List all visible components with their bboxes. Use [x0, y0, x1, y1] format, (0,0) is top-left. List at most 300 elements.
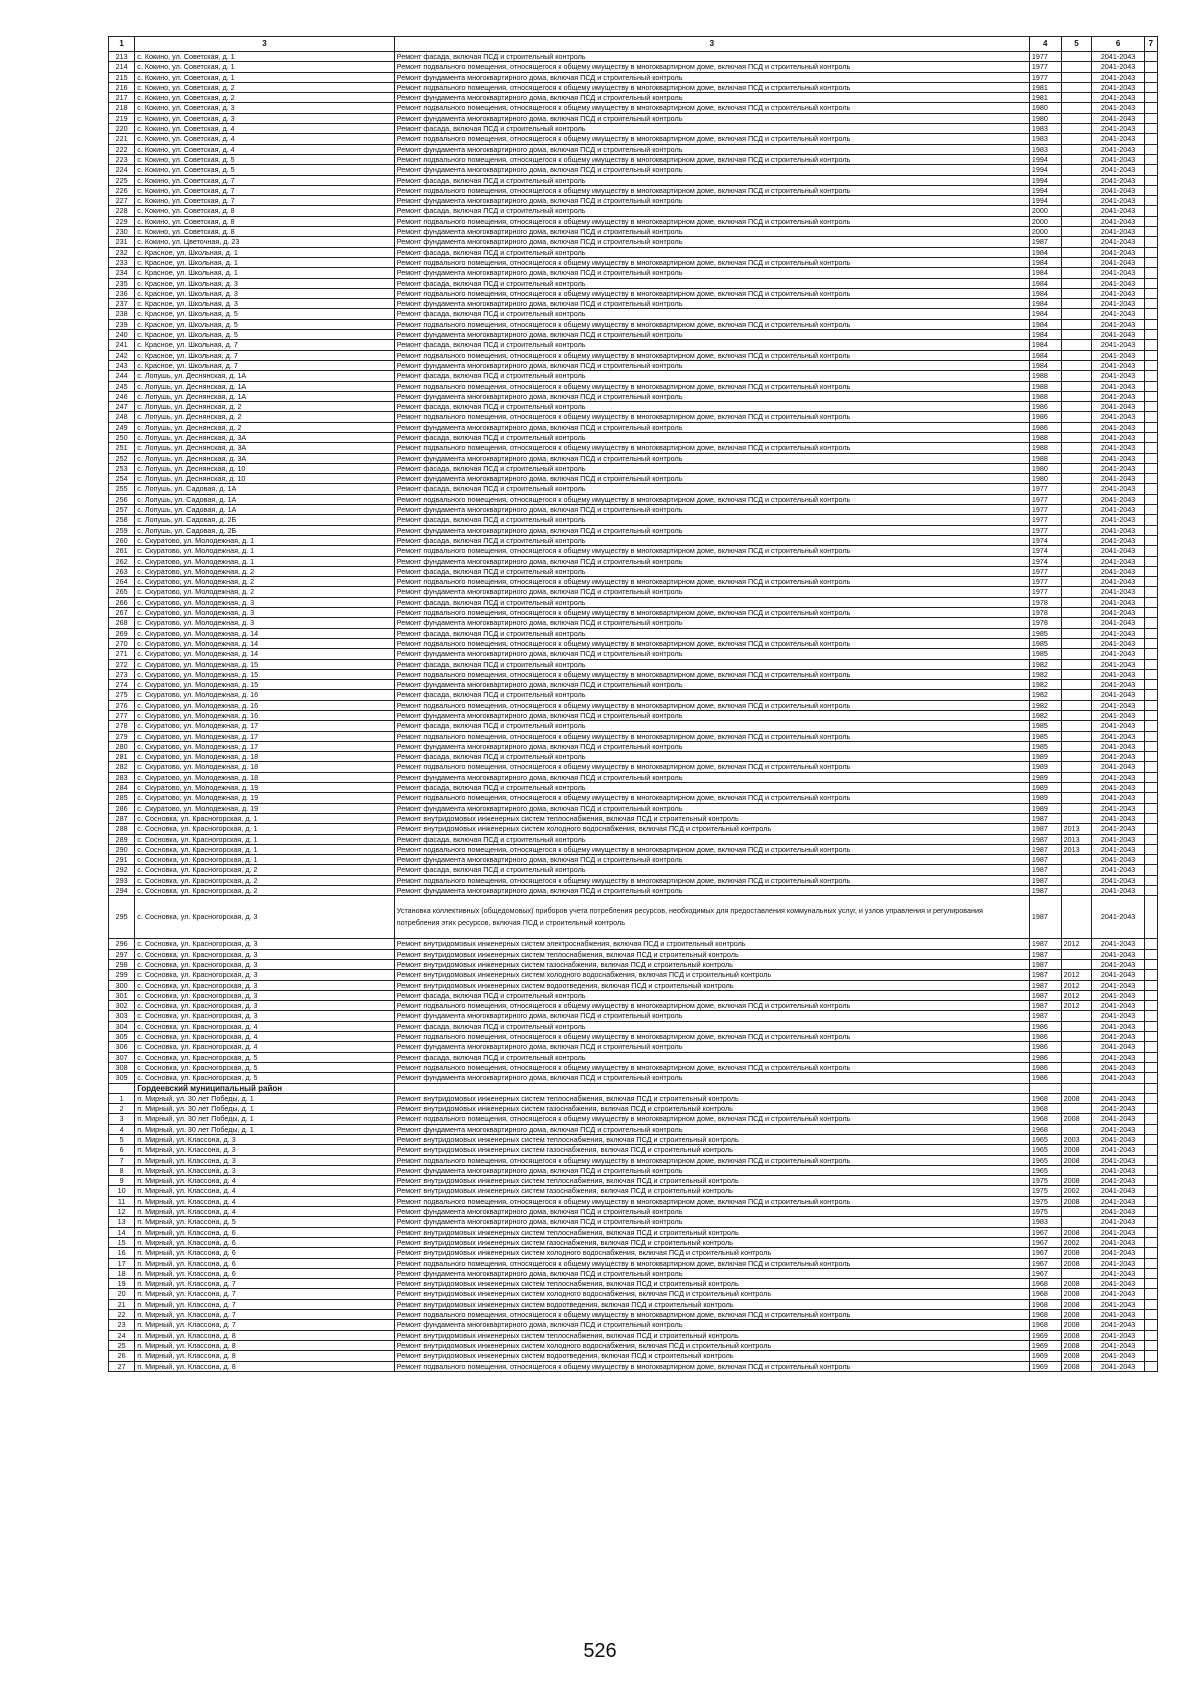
last-repair-year — [1061, 257, 1092, 267]
row-number: 253 — [109, 463, 135, 473]
empty-cell — [1144, 134, 1157, 144]
empty-cell — [1144, 628, 1157, 638]
work-type: Ремонт подвального помещения, относящегося к общему имуществу в многоквартирном доме, включая ПСД и строительный контроль — [394, 700, 1029, 710]
empty-cell — [1144, 1289, 1157, 1299]
address: с. Сосновка, ул. Красногорская, д. 3 — [135, 939, 395, 949]
planned-period: 2041-2043 — [1092, 793, 1145, 803]
year-built: 1987 — [1029, 939, 1061, 949]
empty-cell — [1144, 618, 1157, 628]
address: п. Мирный, ул. Классона, д. 8 — [135, 1361, 395, 1371]
empty-cell — [1144, 1042, 1157, 1052]
table-row — [109, 886, 1158, 896]
work-type: Ремонт фундамента многоквартирного дома, включая ПСД и строительный контроль — [394, 886, 1029, 896]
table-row — [109, 453, 1158, 463]
row-number: 238 — [109, 309, 135, 319]
row-number: 303 — [109, 1011, 135, 1021]
row-number: 275 — [109, 690, 135, 700]
planned-period: 2041-2043 — [1092, 813, 1145, 823]
last-repair-year — [1061, 402, 1092, 412]
empty-cell — [1144, 721, 1157, 731]
planned-period: 2041-2043 — [1092, 360, 1145, 370]
empty-cell — [1144, 556, 1157, 566]
year-built: 1967 — [1029, 1258, 1061, 1268]
address: с. Красное, ул. Школьная, д. 1 — [135, 247, 395, 257]
year-built: 1987 — [1029, 237, 1061, 247]
table-row — [109, 970, 1158, 980]
address: п. Мирный, ул. Классона, д. 7 — [135, 1299, 395, 1309]
work-type: Ремонт внутридомовых инженерных систем теплоснабжения, включая ПСД и строительный контроль — [394, 1134, 1029, 1144]
row-number: 252 — [109, 453, 135, 463]
work-type: Ремонт подвального помещения, относящегося к общему имуществу в многоквартирном доме, включая ПСД и строительный контроль — [394, 793, 1029, 803]
table-row — [109, 783, 1158, 793]
last-repair-year: 2012 — [1061, 939, 1092, 949]
planned-period: 2041-2043 — [1092, 93, 1145, 103]
planned-period: 2041-2043 — [1092, 1217, 1145, 1227]
table-row — [109, 103, 1158, 113]
planned-period: 2041-2043 — [1092, 628, 1145, 638]
planned-period: 2041-2043 — [1092, 144, 1145, 154]
work-type: Ремонт подвального помещения, относящегося к общему имуществу в многоквартирном доме, включая ПСД и строительный контроль — [394, 1032, 1029, 1042]
year-built: 1977 — [1029, 72, 1061, 82]
planned-period: 2041-2043 — [1092, 216, 1145, 226]
address: с. Сосновка, ул. Красногорская, д. 5 — [135, 1062, 395, 1072]
empty-cell — [1144, 206, 1157, 216]
row-number: 262 — [109, 556, 135, 566]
table-row — [109, 206, 1158, 216]
last-repair-year — [1061, 793, 1092, 803]
work-type: Ремонт фундамента многоквартирного дома, включая ПСД и строительный контроль — [394, 391, 1029, 401]
work-type: Ремонт фундамента многоквартирного дома, включая ПСД и строительный контроль — [394, 505, 1029, 515]
year-built: 1984 — [1029, 299, 1061, 309]
empty-cell — [1144, 525, 1157, 535]
empty-cell — [1144, 1093, 1157, 1103]
year-built: 1977 — [1029, 515, 1061, 525]
work-type: Ремонт фасада, включая ПСД и строительный контроль — [394, 1021, 1029, 1031]
year-built: 1994 — [1029, 185, 1061, 195]
work-type: Ремонт подвального помещения, относящегося к общему имуществу в многоквартирном доме, включая ПСД и строительный контроль — [394, 875, 1029, 885]
planned-period: 2041-2043 — [1092, 185, 1145, 195]
address: с. Скуратово, ул. Молодежная, д. 16 — [135, 711, 395, 721]
year-built: 1994 — [1029, 154, 1061, 164]
empty-cell — [1144, 227, 1157, 237]
year-built: 1969 — [1029, 1340, 1061, 1350]
year-built: 1968 — [1029, 1289, 1061, 1299]
year-built: 1985 — [1029, 731, 1061, 741]
work-type: Ремонт подвального помещения, относящегося к общему имуществу в многоквартирном доме, включая ПСД и строительный контроль — [394, 608, 1029, 618]
work-type: Ремонт внутридомовых инженерных систем газоснабжения, включая ПСД и строительный контроль — [394, 1145, 1029, 1155]
row-number: 295 — [109, 896, 135, 939]
table-row — [109, 113, 1158, 123]
work-type: Ремонт подвального помещения, относящегося к общему имуществу в многоквартирном доме, включая ПСД и строительный контроль — [394, 669, 1029, 679]
address: с. Скуратово, ул. Молодежная, д. 17 — [135, 741, 395, 751]
address: с. Красное, ул. Школьная, д. 5 — [135, 330, 395, 340]
last-repair-year — [1061, 371, 1092, 381]
empty-cell — [1144, 371, 1157, 381]
year-built: 1965 — [1029, 1145, 1061, 1155]
last-repair-year: 2008 — [1061, 1299, 1092, 1309]
row-number: 259 — [109, 525, 135, 535]
empty-cell — [1144, 257, 1157, 267]
last-repair-year — [1061, 494, 1092, 504]
last-repair-year — [1061, 1032, 1092, 1042]
row-number: 287 — [109, 813, 135, 823]
last-repair-year — [1061, 72, 1092, 82]
planned-period: 2041-2043 — [1092, 1237, 1145, 1247]
address: с. Скуратово, ул. Молодежная, д. 14 — [135, 628, 395, 638]
work-type: Установка коллективных (общедомовых) приборов учета потребления ресурсов, необходимых для предоставления коммунальных услуг, и узлов управления и регулирования потребления этих ресурсов, включая ПСД и строительный контроль — [394, 896, 1029, 939]
empty-cell — [1144, 1320, 1157, 1330]
empty-cell — [1144, 731, 1157, 741]
address: с. Скуратово, ул. Молодежная, д. 2 — [135, 587, 395, 597]
address: п. Мирный, ул. Классона, д. 8 — [135, 1351, 395, 1361]
address: с. Кокино, ул. Советская, д. 4 — [135, 134, 395, 144]
address: с. Красное, ул. Школьная, д. 7 — [135, 340, 395, 350]
row-number: 8 — [109, 1165, 135, 1175]
planned-period: 2041-2043 — [1092, 443, 1145, 453]
empty-cell — [1144, 154, 1157, 164]
planned-period: 2041-2043 — [1092, 134, 1145, 144]
planned-period: 2041-2043 — [1092, 72, 1145, 82]
address: с. Кокино, ул. Советская, д. 3 — [135, 113, 395, 123]
work-type: Ремонт фундамента многоквартирного дома, включая ПСД и строительный контроль — [394, 196, 1029, 206]
planned-period: 2041-2043 — [1092, 1073, 1145, 1083]
work-type: Ремонт фундамента многоквартирного дома, включая ПСД и строительный контроль — [394, 237, 1029, 247]
table-row — [109, 535, 1158, 545]
work-type: Ремонт фундамента многоквартирного дома, включая ПСД и строительный контроль — [394, 93, 1029, 103]
empty-cell — [1144, 1237, 1157, 1247]
planned-period: 2041-2043 — [1092, 762, 1145, 772]
empty-cell — [1144, 690, 1157, 700]
table-row — [109, 597, 1158, 607]
last-repair-year — [1061, 669, 1092, 679]
row-number: 249 — [109, 422, 135, 432]
year-built: 1987 — [1029, 1001, 1061, 1011]
year-built: 1974 — [1029, 556, 1061, 566]
empty-cell — [1144, 463, 1157, 473]
address: п. Мирный, ул. 30 лет Победы, д. 1 — [135, 1093, 395, 1103]
address: с. Скуратово, ул. Молодежная, д. 18 — [135, 772, 395, 782]
table-row — [109, 62, 1158, 72]
empty-cell — [1144, 412, 1157, 422]
work-type: Ремонт фасада, включая ПСД и строительный контроль — [394, 278, 1029, 288]
address: п. Мирный, ул. Классона, д. 4 — [135, 1186, 395, 1196]
address: с. Скуратово, ул. Молодежная, д. 18 — [135, 752, 395, 762]
address: с. Скуратово, ул. Молодежная, д. 17 — [135, 731, 395, 741]
year-built: 1989 — [1029, 772, 1061, 782]
table-row — [109, 939, 1158, 949]
row-number: 251 — [109, 443, 135, 453]
planned-period: 2041-2043 — [1092, 566, 1145, 576]
last-repair-year — [1061, 185, 1092, 195]
empty-cell — [1144, 659, 1157, 669]
row-number: 282 — [109, 762, 135, 772]
work-type: Ремонт фундамента многоквартирного дома, включая ПСД и строительный контроль — [394, 299, 1029, 309]
address: с. Лопушь, ул. Деснянская, д. 3А — [135, 453, 395, 463]
table-row — [109, 638, 1158, 648]
work-type: Ремонт внутридомовых инженерных систем газоснабжения, включая ПСД и строительный контроль — [394, 1186, 1029, 1196]
work-type: Ремонт внутридомовых инженерных систем газоснабжения, включая ПСД и строительный контроль — [394, 959, 1029, 969]
empty-cell — [1144, 793, 1157, 803]
empty-cell — [1144, 288, 1157, 298]
table-row — [109, 494, 1158, 504]
year-built: 1969 — [1029, 1330, 1061, 1340]
planned-period: 2041-2043 — [1092, 1279, 1145, 1289]
year-built: 1975 — [1029, 1186, 1061, 1196]
empty-cell — [1144, 494, 1157, 504]
last-repair-year: 2008 — [1061, 1248, 1092, 1258]
row-number: 290 — [109, 844, 135, 854]
year-built: 1983 — [1029, 144, 1061, 154]
work-type: Ремонт подвального помещения, относящегося к общему имуществу в многоквартирном доме, включая ПСД и строительный контроль — [394, 731, 1029, 741]
planned-period: 2041-2043 — [1092, 525, 1145, 535]
empty-cell — [1144, 762, 1157, 772]
year-built: 1987 — [1029, 1011, 1061, 1021]
row-number: 10 — [109, 1186, 135, 1196]
table-row — [109, 566, 1158, 576]
empty-cell — [1144, 1176, 1157, 1186]
year-built: 1974 — [1029, 535, 1061, 545]
table-row — [109, 762, 1158, 772]
planned-period: 2041-2043 — [1092, 1248, 1145, 1258]
last-repair-year: 2008 — [1061, 1330, 1092, 1340]
work-type: Ремонт фундамента многоквартирного дома, включая ПСД и строительный контроль — [394, 453, 1029, 463]
table-row — [109, 959, 1158, 969]
row-number: 288 — [109, 824, 135, 834]
table-row — [109, 350, 1158, 360]
address: с. Кокино, ул. Советская, д. 5 — [135, 165, 395, 175]
empty-cell — [1144, 834, 1157, 844]
table-row — [109, 1330, 1158, 1340]
row-number: 234 — [109, 268, 135, 278]
table-row — [109, 1217, 1158, 1227]
table-row — [109, 268, 1158, 278]
work-type: Ремонт внутридомовых инженерных систем теплоснабжения, включая ПСД и строительный контроль — [394, 1227, 1029, 1237]
planned-period: 2041-2043 — [1092, 1021, 1145, 1031]
planned-period: 2041-2043 — [1092, 824, 1145, 834]
work-type: Ремонт фундамента многоквартирного дома, включая ПСД и строительный контроль — [394, 1124, 1029, 1134]
table-row — [109, 1021, 1158, 1031]
empty-cell — [1144, 515, 1157, 525]
planned-period: 2041-2043 — [1092, 1176, 1145, 1186]
planned-period: 2041-2043 — [1092, 990, 1145, 1000]
planned-period: 2041-2043 — [1092, 587, 1145, 597]
year-built: 1982 — [1029, 669, 1061, 679]
work-type: Ремонт фасада, включая ПСД и строительный контроль — [394, 690, 1029, 700]
row-number: 281 — [109, 752, 135, 762]
row-number: 243 — [109, 360, 135, 370]
empty-cell — [1144, 566, 1157, 576]
year-built: 1987 — [1029, 949, 1061, 959]
year-built: 1977 — [1029, 587, 1061, 597]
empty-cell — [1144, 587, 1157, 597]
address: с. Скуратово, ул. Молодежная, д. 18 — [135, 762, 395, 772]
row-number: 307 — [109, 1052, 135, 1062]
address: с. Скуратово, ул. Молодежная, д. 16 — [135, 690, 395, 700]
empty-cell — [1144, 959, 1157, 969]
planned-period: 2041-2043 — [1092, 371, 1145, 381]
row-number: 286 — [109, 803, 135, 813]
year-built: 1978 — [1029, 608, 1061, 618]
work-type: Ремонт фундамента многоквартирного дома, включая ПСД и строительный контроль — [394, 1268, 1029, 1278]
address: с. Сосновка, ул. Красногорская, д. 1 — [135, 813, 395, 823]
last-repair-year — [1061, 144, 1092, 154]
planned-period: 2041-2043 — [1092, 1268, 1145, 1278]
last-repair-year — [1061, 535, 1092, 545]
row-number: 213 — [109, 52, 135, 62]
year-built: 2000 — [1029, 227, 1061, 237]
last-repair-year — [1061, 1165, 1092, 1175]
row-number: 230 — [109, 227, 135, 237]
row-number: 11 — [109, 1196, 135, 1206]
empty-cell — [1144, 1299, 1157, 1309]
work-type: Ремонт фундамента многоквартирного дома, включая ПСД и строительный контроль — [394, 1042, 1029, 1052]
last-repair-year: 2002 — [1061, 1237, 1092, 1247]
address: с. Сосновка, ул. Красногорская, д. 1 — [135, 824, 395, 834]
row-number: 283 — [109, 772, 135, 782]
work-type: Ремонт внутридомовых инженерных систем холодного водоснабжения, включая ПСД и строительный контроль — [394, 1340, 1029, 1350]
row-number: 219 — [109, 113, 135, 123]
last-repair-year — [1061, 196, 1092, 206]
planned-period: 2041-2043 — [1092, 330, 1145, 340]
row-number: 225 — [109, 175, 135, 185]
last-repair-year — [1061, 525, 1092, 535]
year-built: 1967 — [1029, 1237, 1061, 1247]
year-built: 1985 — [1029, 649, 1061, 659]
row-number: 235 — [109, 278, 135, 288]
row-number: 284 — [109, 783, 135, 793]
address: п. Мирный, ул. Классона, д. 3 — [135, 1134, 395, 1144]
planned-period: 2041-2043 — [1092, 638, 1145, 648]
planned-period: 2041-2043 — [1092, 721, 1145, 731]
year-built: 1985 — [1029, 628, 1061, 638]
table-row — [109, 1237, 1158, 1247]
work-type: Ремонт фундамента многоквартирного дома, включая ПСД и строительный контроль — [394, 741, 1029, 751]
year-built: 1988 — [1029, 432, 1061, 442]
work-type: Ремонт внутридомовых инженерных систем газоснабжения, включая ПСД и строительный контроль — [394, 1237, 1029, 1247]
table-row — [109, 711, 1158, 721]
year-built: 1983 — [1029, 124, 1061, 134]
empty-cell — [1144, 711, 1157, 721]
year-built: 1984 — [1029, 319, 1061, 329]
address: с. Кокино, ул. Советская, д. 8 — [135, 216, 395, 226]
empty-cell — [1144, 896, 1157, 939]
last-repair-year — [1061, 1062, 1092, 1072]
year-built: 1984 — [1029, 257, 1061, 267]
empty-cell — [1144, 144, 1157, 154]
table-row — [109, 505, 1158, 515]
year-built: 1987 — [1029, 970, 1061, 980]
table-row — [109, 1279, 1158, 1289]
last-repair-year — [1061, 422, 1092, 432]
year-built: 1986 — [1029, 422, 1061, 432]
row-number: 274 — [109, 680, 135, 690]
work-type: Ремонт фундамента многоквартирного дома, включая ПСД и строительный контроль — [394, 525, 1029, 535]
row-number: 244 — [109, 371, 135, 381]
last-repair-year — [1061, 886, 1092, 896]
row-number: 267 — [109, 608, 135, 618]
work-type: Ремонт фасада, включая ПСД и строительный контроль — [394, 402, 1029, 412]
empty-cell — [1144, 1011, 1157, 1021]
table-row — [109, 587, 1158, 597]
table-row — [109, 1289, 1158, 1299]
planned-period: 2041-2043 — [1092, 463, 1145, 473]
last-repair-year: 2008 — [1061, 1351, 1092, 1361]
table-row — [109, 980, 1158, 990]
year-built: 1984 — [1029, 247, 1061, 257]
empty-cell — [1144, 638, 1157, 648]
table-row — [109, 288, 1158, 298]
work-type: Ремонт подвального помещения, относящегося к общему имуществу в многоквартирном доме, включая ПСД и строительный контроль — [394, 577, 1029, 587]
work-type: Ремонт фундамента многоквартирного дома, включая ПСД и строительный контроль — [394, 268, 1029, 278]
work-type: Ремонт подвального помещения, относящегося к общему имуществу в многоквартирном доме, включая ПСД и строительный контроль — [394, 185, 1029, 195]
address: с. Скуратово, ул. Молодежная, д. 2 — [135, 577, 395, 587]
row-number: 248 — [109, 412, 135, 422]
year-built: 1978 — [1029, 618, 1061, 628]
table-row — [109, 330, 1158, 340]
table-row — [109, 1320, 1158, 1330]
empty-cell — [1144, 1268, 1157, 1278]
row-number: 268 — [109, 618, 135, 628]
address: с. Лопушь, ул. Садовая, д. 1А — [135, 494, 395, 504]
address: с. Красное, ул. Школьная, д. 3 — [135, 288, 395, 298]
last-repair-year: 2012 — [1061, 990, 1092, 1000]
address: с. Скуратово, ул. Молодежная, д. 19 — [135, 803, 395, 813]
planned-period: 2041-2043 — [1092, 227, 1145, 237]
table-row — [109, 855, 1158, 865]
address: с. Сосновка, ул. Красногорская, д. 1 — [135, 844, 395, 854]
address: с. Скуратово, ул. Молодежная, д. 17 — [135, 721, 395, 731]
planned-period: 2041-2043 — [1092, 772, 1145, 782]
last-repair-year — [1061, 700, 1092, 710]
last-repair-year — [1061, 330, 1092, 340]
planned-period: 2041-2043 — [1092, 949, 1145, 959]
address: п. Мирный, ул. Классона, д. 5 — [135, 1217, 395, 1227]
year-built: 1985 — [1029, 721, 1061, 731]
last-repair-year — [1061, 453, 1092, 463]
row-number: 224 — [109, 165, 135, 175]
address: с. Кокино, ул. Советская, д. 7 — [135, 196, 395, 206]
address: с. Сосновка, ул. Красногорская, д. 3 — [135, 980, 395, 990]
planned-period: 2041-2043 — [1092, 422, 1145, 432]
last-repair-year — [1061, 1217, 1092, 1227]
work-type: Ремонт фасада, включая ПСД и строительный контроль — [394, 463, 1029, 473]
year-built: 1967 — [1029, 1248, 1061, 1258]
table-row — [109, 1165, 1158, 1175]
empty-cell — [1144, 1207, 1157, 1217]
empty-cell — [1144, 1134, 1157, 1144]
address: п. Мирный, ул. Классона, д. 8 — [135, 1340, 395, 1350]
row-number: 25 — [109, 1340, 135, 1350]
empty-cell — [1144, 803, 1157, 813]
address: с. Скуратово, ул. Молодежная, д. 14 — [135, 638, 395, 648]
year-built: 1965 — [1029, 1155, 1061, 1165]
work-type: Ремонт подвального помещения, относящегося к общему имуществу в многоквартирном доме, включая ПСД и строительный контроль — [394, 82, 1029, 92]
address: с. Лопушь, ул. Деснянская, д. 2 — [135, 412, 395, 422]
address: с. Кокино, ул. Советская, д. 8 — [135, 227, 395, 237]
address: с. Сосновка, ул. Красногорская, д. 3 — [135, 1011, 395, 1021]
empty-cell — [1144, 535, 1157, 545]
last-repair-year — [1061, 1124, 1092, 1134]
planned-period: 2041-2043 — [1092, 62, 1145, 72]
empty-cell — [1144, 124, 1157, 134]
work-type: Ремонт фундамента многоквартирного дома, включая ПСД и строительный контроль — [394, 1165, 1029, 1175]
year-built: 1968 — [1029, 1104, 1061, 1114]
planned-period: 2041-2043 — [1092, 886, 1145, 896]
table-row — [109, 371, 1158, 381]
work-type: Ремонт фасада, включая ПСД и строительный контроль — [394, 783, 1029, 793]
planned-period: 2041-2043 — [1092, 597, 1145, 607]
table-row — [109, 165, 1158, 175]
